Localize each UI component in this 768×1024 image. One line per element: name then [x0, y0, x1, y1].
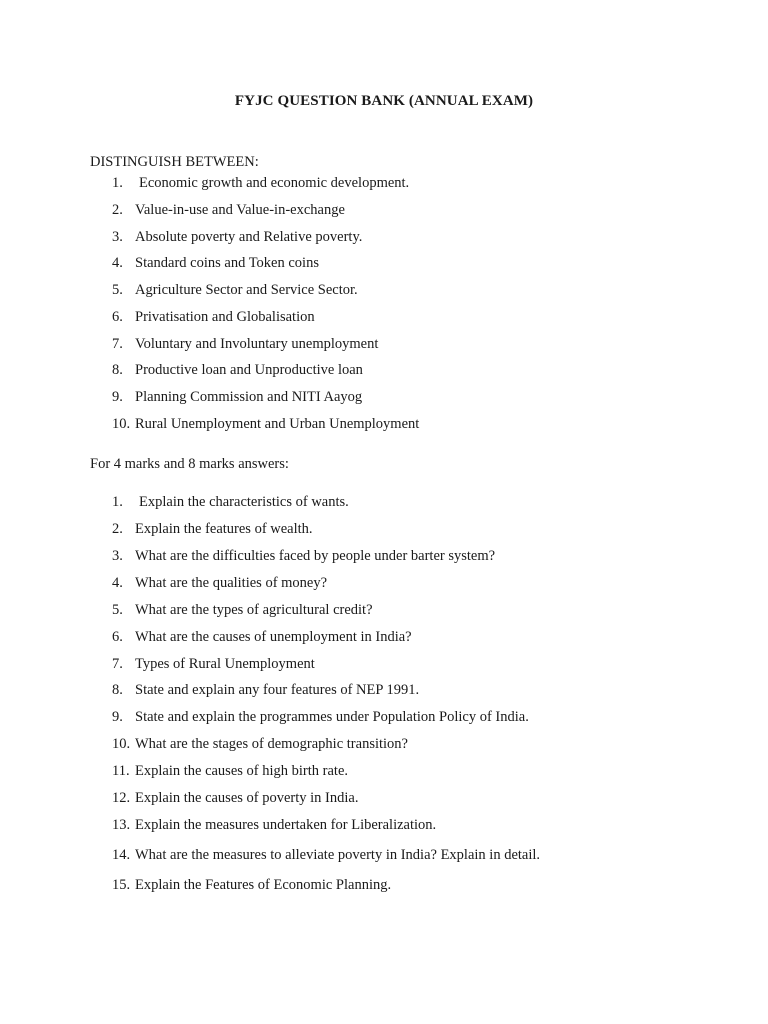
list-item — [112, 682, 419, 699]
list-item — [112, 336, 378, 353]
list-item-text: State and explain any four features of NEP 1991. — [135, 682, 420, 698]
list-item-number: 10. — [112, 416, 131, 432]
list-item-text: Economic growth and economic development. — [139, 175, 410, 191]
list-item-text: State and explain the programmes under Population Policy of India. — [135, 709, 529, 725]
list-item — [112, 629, 412, 646]
list-item-number: 9. — [112, 389, 123, 405]
list-item-number: 3. — [112, 548, 123, 564]
list-item-number: 4. — [112, 255, 123, 271]
list-item-number: 5. — [112, 602, 123, 618]
list-item — [112, 255, 319, 272]
list-item-text: What are the causes of unemployment in India? — [135, 629, 412, 645]
list-item-text: Types of Rural Unemployment — [135, 656, 315, 672]
list-item-number: 7. — [112, 336, 123, 352]
list-item-number: 3. — [112, 229, 123, 245]
list-item — [112, 847, 540, 864]
list-item — [112, 202, 345, 219]
list-item-number: 15. — [112, 877, 131, 893]
list-item-text: What are the types of agricultural credit? — [135, 602, 373, 618]
list-item-text: What are the difficulties faced by people under barter system? — [135, 548, 496, 564]
list-item-number: 5. — [112, 282, 123, 298]
document-title: FYJC QUESTION BANK (ANNUAL EXAM) — [234, 93, 534, 109]
list-item-number: 7. — [112, 656, 123, 672]
list-item-text: Explain the characteristics of wants. — [139, 494, 349, 510]
list-item-number: 9. — [112, 709, 123, 725]
list-item-number: 1. — [112, 494, 123, 510]
list-item — [112, 602, 373, 619]
list-item-number: 11. — [112, 763, 130, 779]
list-item-number: 2. — [112, 202, 123, 218]
list-item-text: What are the qualities of money? — [135, 575, 328, 591]
list-item-text: Explain the causes of high birth rate. — [135, 763, 349, 779]
list-item — [112, 362, 363, 379]
list-item-text: What are the stages of demographic transition? — [135, 736, 408, 752]
list-item-text: Explain the causes of poverty in India. — [135, 790, 359, 806]
list-item-text: Agriculture Sector and Service Sector. — [135, 282, 358, 298]
list-item — [112, 494, 349, 511]
list-item-text: Value-in-use and Value-in-exchange — [135, 202, 345, 218]
list-item-number: 6. — [112, 309, 123, 325]
list-item-text: What are the measures to alleviate poverty in India? Explain in detail. — [135, 847, 541, 863]
list-item — [112, 763, 348, 780]
list-item — [112, 817, 436, 834]
list-item-text: Rural Unemployment and Urban Unemployment — [135, 416, 420, 432]
section-heading-distinguish: DISTINGUISH BETWEEN: — [90, 154, 259, 170]
list-item — [112, 282, 358, 299]
list-item-text: Explain the features of wealth. — [135, 521, 313, 537]
list-item — [112, 229, 362, 246]
list-item — [112, 575, 327, 592]
list-item — [112, 521, 313, 538]
list-item — [112, 389, 362, 406]
list-item — [112, 736, 408, 753]
list-item-text: Absolute poverty and Relative poverty. — [135, 229, 363, 245]
list-item-text: Standard coins and Token coins — [135, 255, 319, 271]
list-item-text: Planning Commission and NITI Aayog — [135, 389, 363, 405]
list-item-text: Privatisation and Globalisation — [135, 309, 315, 325]
list-item-number: 4. — [112, 575, 123, 591]
list-item-number: 8. — [112, 362, 123, 378]
list-item-number: 2. — [112, 521, 123, 537]
section-heading-marks: For 4 marks and 8 marks answers: — [90, 456, 289, 472]
list-item-text: Productive loan and Unproductive loan — [135, 362, 363, 378]
list-item — [112, 309, 315, 326]
list-item-number: 6. — [112, 629, 123, 645]
list-item-text: Explain the measures undertaken for Liberalization. — [135, 817, 437, 833]
list-item-number: 1. — [112, 175, 123, 191]
list-item-number: 10. — [112, 736, 131, 752]
list-item-text: Explain the Features of Economic Planning. — [135, 877, 392, 893]
list-item — [112, 656, 315, 673]
list-item — [112, 548, 495, 565]
list-item — [112, 416, 419, 433]
list-item — [112, 877, 391, 894]
list-item-number: 8. — [112, 682, 123, 698]
list-item-number: 12. — [112, 790, 131, 806]
list-item — [112, 790, 358, 807]
list-item-number: 14. — [112, 847, 131, 863]
list-item — [112, 175, 409, 192]
list-item-text: Voluntary and Involuntary unemployment — [135, 336, 379, 352]
list-item — [112, 709, 529, 726]
list-item-number: 13. — [112, 817, 131, 833]
